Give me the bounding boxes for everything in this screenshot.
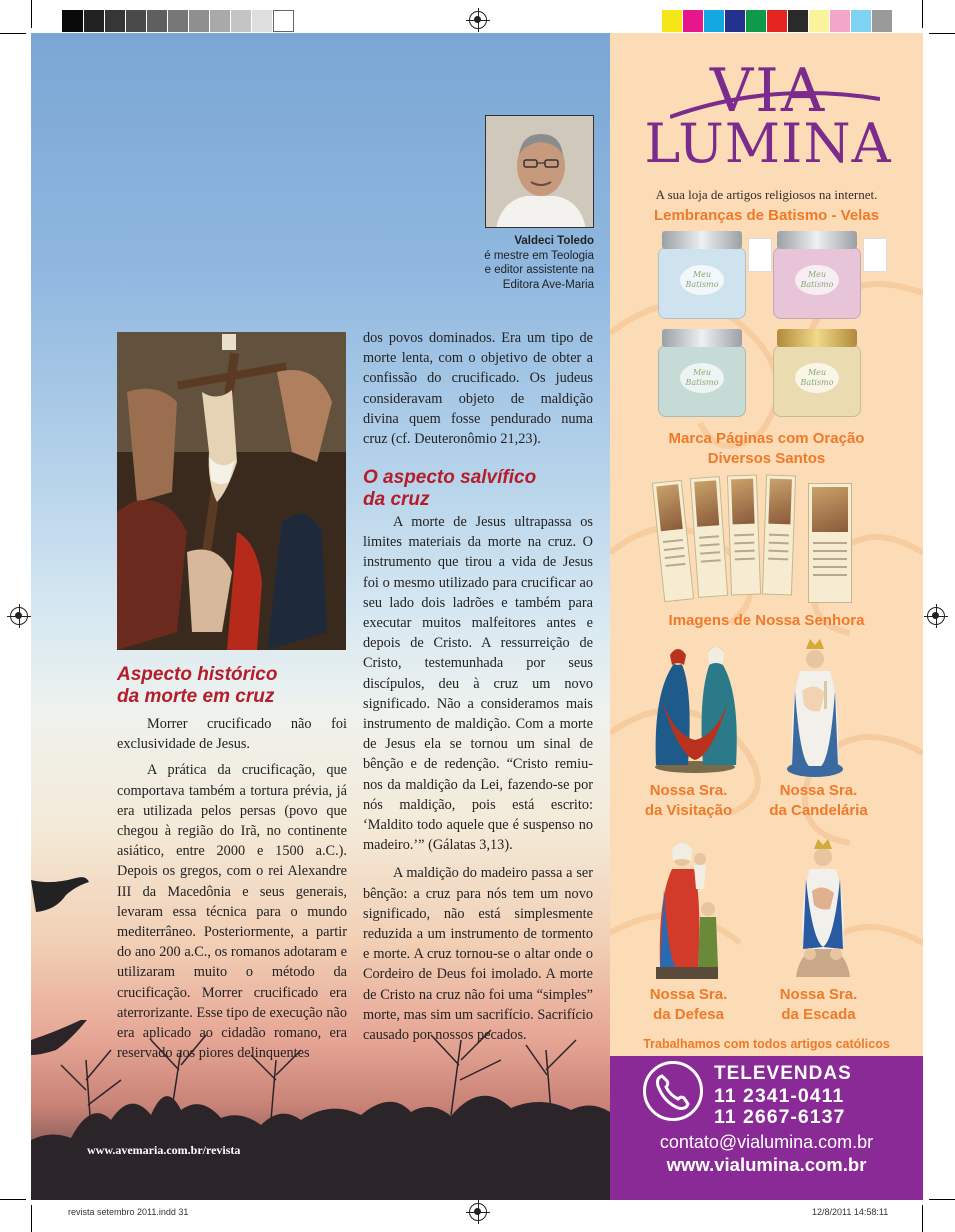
heading-line: da morte em cruz	[117, 686, 275, 707]
print-slug-file: revista setembro 2011.indd 31	[68, 1207, 189, 1217]
heading-historical	[117, 664, 277, 708]
caption-line: Nossa Sra.	[779, 986, 858, 1003]
phone-icon	[643, 1061, 703, 1121]
crucifixion-painting	[117, 332, 346, 650]
via-lumina-ad	[610, 33, 923, 1200]
crop-mark	[922, 0, 923, 28]
televendas-label: TELEVENDAS	[714, 1063, 852, 1084]
paragraph: A maldição do madeiro passa a ser bênção: a cruz para nós tem um novo significado, não está simplesmente reduzida a um instrumento de tormento e morte. A cruz tornou-se o altar onde o Cordeiro de Deus foi imolado. A morte de Cristo na cruz não foi uma “simples” morte, mas sim um sacrifício. Sacrifício causado por nossos pecados.	[363, 865, 593, 1044]
bird-silhouette	[31, 870, 91, 915]
caption-line: da Visitação	[644, 802, 733, 819]
author-name: Valdeci Toledo	[514, 235, 594, 247]
author-caption	[440, 234, 594, 292]
contact-email[interactable]: contato@vialumina.com.br	[659, 1132, 874, 1152]
jar-label: Meu	[692, 368, 712, 377]
jar-label: Meu	[692, 270, 712, 279]
bookmark	[808, 483, 852, 603]
author-photo	[485, 115, 594, 228]
crop-mark	[929, 33, 955, 34]
jar-label: Batismo	[685, 280, 719, 289]
registration-mark-left	[10, 607, 28, 625]
registration-mark-right	[927, 607, 945, 625]
paragraph: dos povos dominados. Era um tipo de morte lenta, com o objetivo de obter a confissão do crucificado. Os judeus consideravam objeto de maldição divina quem fosse pendurado numa cruz (cf. Deuteronômio 21,23).	[363, 330, 593, 448]
site-url[interactable]: www.avemaria.com.br/revista	[87, 1143, 241, 1157]
article-column-2	[363, 512, 593, 1045]
crop-mark	[31, 1205, 32, 1232]
paragraph: A prática da crucificação, que comportava também a tortura prévia, já era utilizada pelos persas (povo que chegou à região do Irã, no continente asiático, entre 2000 e 1500 a.C.). Depois os gregos, com o rei Alexandre III da Macedônia e seus generais, levaram essa técnica para o mundo mediterrâneo. Posteriormente, a partir do ano 200 a.C., os romanos adotaram e utilizaram muito o método da crucificação. Morrer crucificado era aterrorizante. Esse tipo de execução não era aplicado ao cidadão romano, era reservado aos piores delinquentes	[117, 762, 347, 1062]
jar-label: Meu	[807, 270, 827, 279]
bookmark	[727, 475, 761, 596]
statue-defesa	[646, 829, 728, 981]
caption-line: da Candelária	[769, 802, 868, 819]
paragraph: Morrer crucificado não foi exclusividade de Jesus.	[117, 716, 347, 753]
statue-caption-candelaria	[662, 781, 923, 821]
logo-text: LUMINA	[644, 112, 892, 175]
caption-line: da Defesa	[653, 1006, 724, 1023]
phone-number[interactable]: 11 2667-6137	[714, 1106, 846, 1128]
phone-number[interactable]: 11 2341-0411	[714, 1085, 845, 1107]
caption-line: da Escada	[781, 1006, 856, 1023]
candle-jar-green	[658, 329, 746, 419]
candle-jar-yellow	[773, 329, 861, 419]
heading-line: da cruz	[363, 489, 430, 510]
caption-line: Nossa Sra.	[649, 782, 728, 799]
article-column-2-top	[363, 328, 593, 449]
caption-line: Nossa Sra.	[779, 782, 858, 799]
jar-label: Batismo	[800, 280, 834, 289]
ad-website[interactable]: www.vialumina.com.br	[666, 1154, 867, 1175]
ad-section-baptism: Lembranças de Batismo - Velas	[653, 207, 880, 224]
author-bio-line: é mestre em Teologia	[484, 249, 594, 262]
ad-footer-note: Trabalhamos com todos artigos católicos	[643, 1037, 890, 1051]
print-slug-timestamp: 12/8/2011 14:58:11	[812, 1207, 889, 1217]
author-bio-line: Editora Ave-Maria	[502, 278, 594, 291]
section-line: Marca Páginas com Oração	[668, 430, 865, 447]
crop-mark	[922, 1205, 923, 1232]
jar-label: Batismo	[800, 378, 834, 387]
caption-line: Nossa Sra.	[649, 986, 728, 1003]
ad-section-statues: Imagens de Nossa Senhora	[668, 612, 865, 629]
statue-escada	[788, 829, 858, 981]
crop-mark	[929, 1199, 955, 1200]
ad-tagline: A sua loja de artigos religiosos na internet.	[655, 187, 878, 202]
jar-label: Batismo	[685, 378, 719, 387]
logo-text: VIA	[709, 56, 827, 126]
candle-jar-pink	[773, 231, 861, 321]
bookmark	[762, 475, 796, 596]
paragraph: A morte de Jesus ultrapassa os limites materiais da morte na cruz. O instrumento que tirou a vida de Jesus foi o mesmo utilizado para crucificar ao seu lado dois ladrões e também para executar muitos malfeitores antes e depois de Cristo. A ressurreição de Cristo, testemunhada por seus discípulos, deu à cruz um novo significado. Não a consideramos mais instrumento de maldição. Com a morte de Jesus ela se tornou um sinal de bênção e de redenção. “Cristo remiu-nos da maldição da Lei, fazendo-se por nós maldição, pois está escrito: ‘Maldito todo aquele que é suspenso no madeiro.’” (Gálatas 3,13).	[363, 514, 593, 854]
crop-mark	[0, 1199, 26, 1200]
heading-line: Aspecto histórico	[117, 664, 278, 685]
registration-mark-bottom	[469, 1203, 487, 1221]
statue-candelaria	[780, 631, 850, 779]
logo-swoosh	[670, 81, 880, 121]
statue-caption-escada	[662, 985, 923, 1025]
ad-section-bookmarks	[610, 429, 923, 469]
jar-tag	[863, 238, 887, 272]
article-column-1	[117, 714, 347, 1063]
jar-label: Meu	[807, 368, 827, 377]
crop-mark	[31, 0, 32, 28]
heading-salvific	[363, 467, 536, 511]
registration-mark-top	[469, 11, 487, 29]
candle-jar-blue	[658, 231, 746, 321]
section-line: Diversos Santos	[707, 450, 826, 467]
televendas-box	[610, 1056, 923, 1200]
statue-visitacao	[648, 635, 743, 775]
author-bio-line: e editor assistente na	[484, 264, 594, 277]
heading-line: O aspecto salvífico	[363, 467, 537, 488]
crop-mark	[0, 33, 26, 34]
jar-tag	[748, 238, 772, 272]
